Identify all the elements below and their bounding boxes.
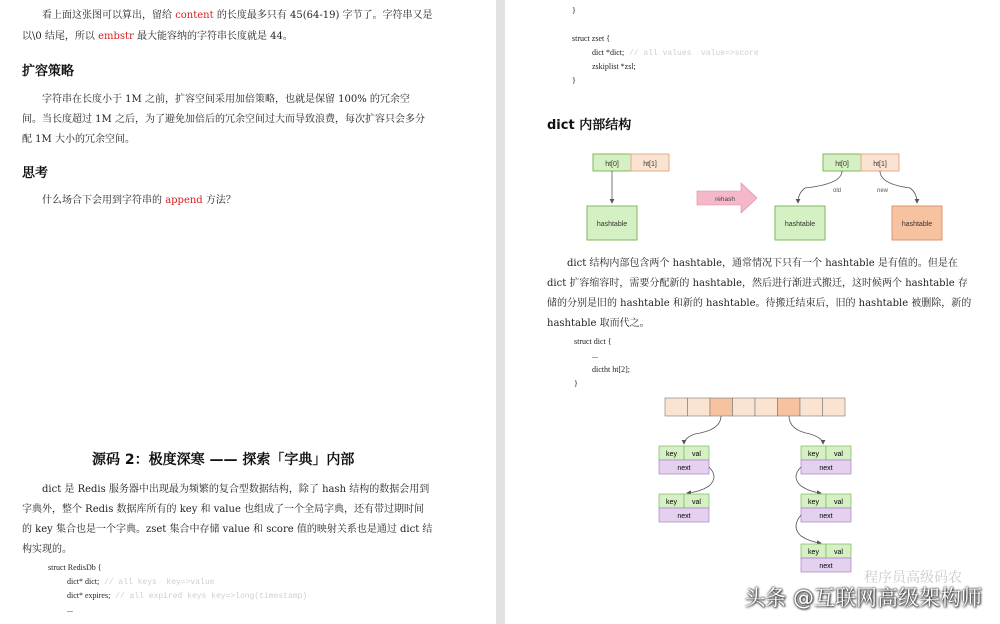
intro-line-1: 看上面这张图可以算出，留给 content 的长度最多只有 45(64-19) 字节了。字符串又是 [42, 10, 433, 21]
left-page [0, 0, 496, 624]
entry-node-right-1 [801, 446, 851, 474]
svg-text:next: next [819, 563, 833, 570]
svg-text:next: next [819, 465, 833, 472]
svg-text:val: val [834, 499, 843, 506]
code-redisdb-line-4: ... [67, 605, 73, 614]
dict-desc-line-1: dict 结构内部包含两个 hashtable，通常情况下只有一个 hashtable 是有值的。但是在 [567, 258, 958, 269]
bucket-array [665, 398, 845, 416]
code-zset-line-1: struct zset { [572, 34, 611, 43]
old-label: old [833, 188, 842, 194]
dict-para-line-4: 构实现的。 [22, 544, 72, 555]
code-top-brace: } [572, 6, 576, 15]
watermark-sub: 程序员高级码农 [864, 570, 962, 586]
new-label: new [877, 188, 889, 194]
ht1-label-left: ht[1] [643, 161, 657, 168]
embstr-keyword: embstr [98, 31, 134, 42]
code-redisdb-line-1: struct RedisDb { [48, 563, 102, 572]
entry-node-left-1 [659, 446, 709, 474]
heading-dict-internal: dict 内部结构 [547, 118, 632, 133]
dict-para-line-1: dict 是 Redis 服务器中出现最为频繁的复合型数据结构，除了 hash 结构的数据会用到 [42, 484, 430, 495]
code-zset-line-4: } [572, 76, 576, 85]
dict-rehash-diagram [505, 148, 1000, 248]
code-zset-line-3: zskiplist *zsl; [592, 62, 636, 71]
content-keyword: content [175, 10, 214, 21]
svg-text:val: val [692, 499, 701, 506]
svg-text:next: next [819, 513, 833, 520]
dict-desc-line-2: dict 扩容缩容时，需要分配新的 hashtable，然后进行渐进式搬迁，这时候两个 hashtable 存 [547, 278, 968, 289]
code-dict-line-3: dictht ht[2]; [592, 365, 630, 374]
dict-desc-line-3: 储的分别是旧的 hashtable 和新的 hashtable。待搬迁结束后，旧的 hashtable 被删除，新的 [547, 298, 972, 309]
svg-text:next: next [677, 513, 691, 520]
dict-para-line-2: 字典外，整个 Redis 数据库所有的 key 和 value 也组成了一个全局字典，还有带过期时间 [22, 504, 425, 515]
code-dict-line-1: struct dict { [574, 337, 612, 346]
code-redisdb-line-3: dict* expires; // all expired keys key=>long(timestamp) [67, 591, 308, 601]
watermark-main: 头条 @互联网高级架构师 [744, 586, 982, 610]
expand-line-3: 配 1M 大小的冗余空间。 [22, 134, 135, 145]
svg-text:key: key [808, 451, 819, 458]
dict-desc-line-4: hashtable 取而代之。 [547, 318, 650, 329]
think-question: 什么场合下会用到字符串的 append 方法？ [42, 195, 236, 206]
svg-text:val: val [834, 549, 843, 556]
ht1-label-right: ht[1] [873, 161, 887, 168]
expand-line-2: 间。当长度超过 1M 之后，为了避免加倍后的冗余空间过大而导致浪费，每次扩容只会多分 [22, 114, 425, 125]
page-gutter [496, 0, 505, 624]
entry-node-left-2 [659, 494, 709, 522]
svg-text:key: key [666, 451, 677, 458]
entry-node-right-2 [801, 494, 851, 522]
dict-para-line-3: 的 key 集合也是一个字典。zset 集合中存储 value 和 score 值的映射关系也是通过 dict 结 [22, 524, 433, 535]
expand-line-1: 字符串在长度小于 1M 之前，扩容空间采用加倍策略，也就是保留 100% 的冗余空 [42, 94, 410, 105]
svg-text:val: val [834, 451, 843, 458]
svg-text:val: val [692, 451, 701, 458]
intro-line-2: 以\0 结尾，所以 embstr 最大能容纳的字符串长度就是 44。 [22, 31, 293, 42]
ht0-label-right: ht[0] [835, 161, 849, 168]
heading-think: 思考 [22, 166, 49, 181]
rehash-label: rehash [715, 196, 735, 203]
svg-text:key: key [808, 549, 819, 556]
heading-source-2: 源码 2：极度深寒 —— 探索「字典」内部 [92, 452, 355, 468]
svg-text:key: key [808, 499, 819, 506]
code-redisdb-line-2: dict* dict; // all keys key=>value [67, 577, 215, 587]
heading-expand-strategy: 扩容策略 [22, 64, 75, 79]
svg-text:next: next [677, 465, 691, 472]
entry-node-right-3 [801, 544, 851, 572]
code-dict-line-2: ... [592, 351, 598, 360]
ht0-label-left: ht[0] [605, 161, 619, 168]
hashtable-label-old: hashtable [784, 221, 816, 228]
code-zset-line-2: dict *dict; // all values value=>score [592, 48, 759, 58]
code-dict-line-4: } [574, 379, 578, 388]
svg-text:key: key [666, 499, 677, 506]
append-keyword: append [165, 195, 203, 206]
right-page [505, 0, 1000, 624]
hashtable-label-new: hashtable [901, 221, 933, 228]
hashtable-label-left: hashtable [596, 221, 628, 228]
